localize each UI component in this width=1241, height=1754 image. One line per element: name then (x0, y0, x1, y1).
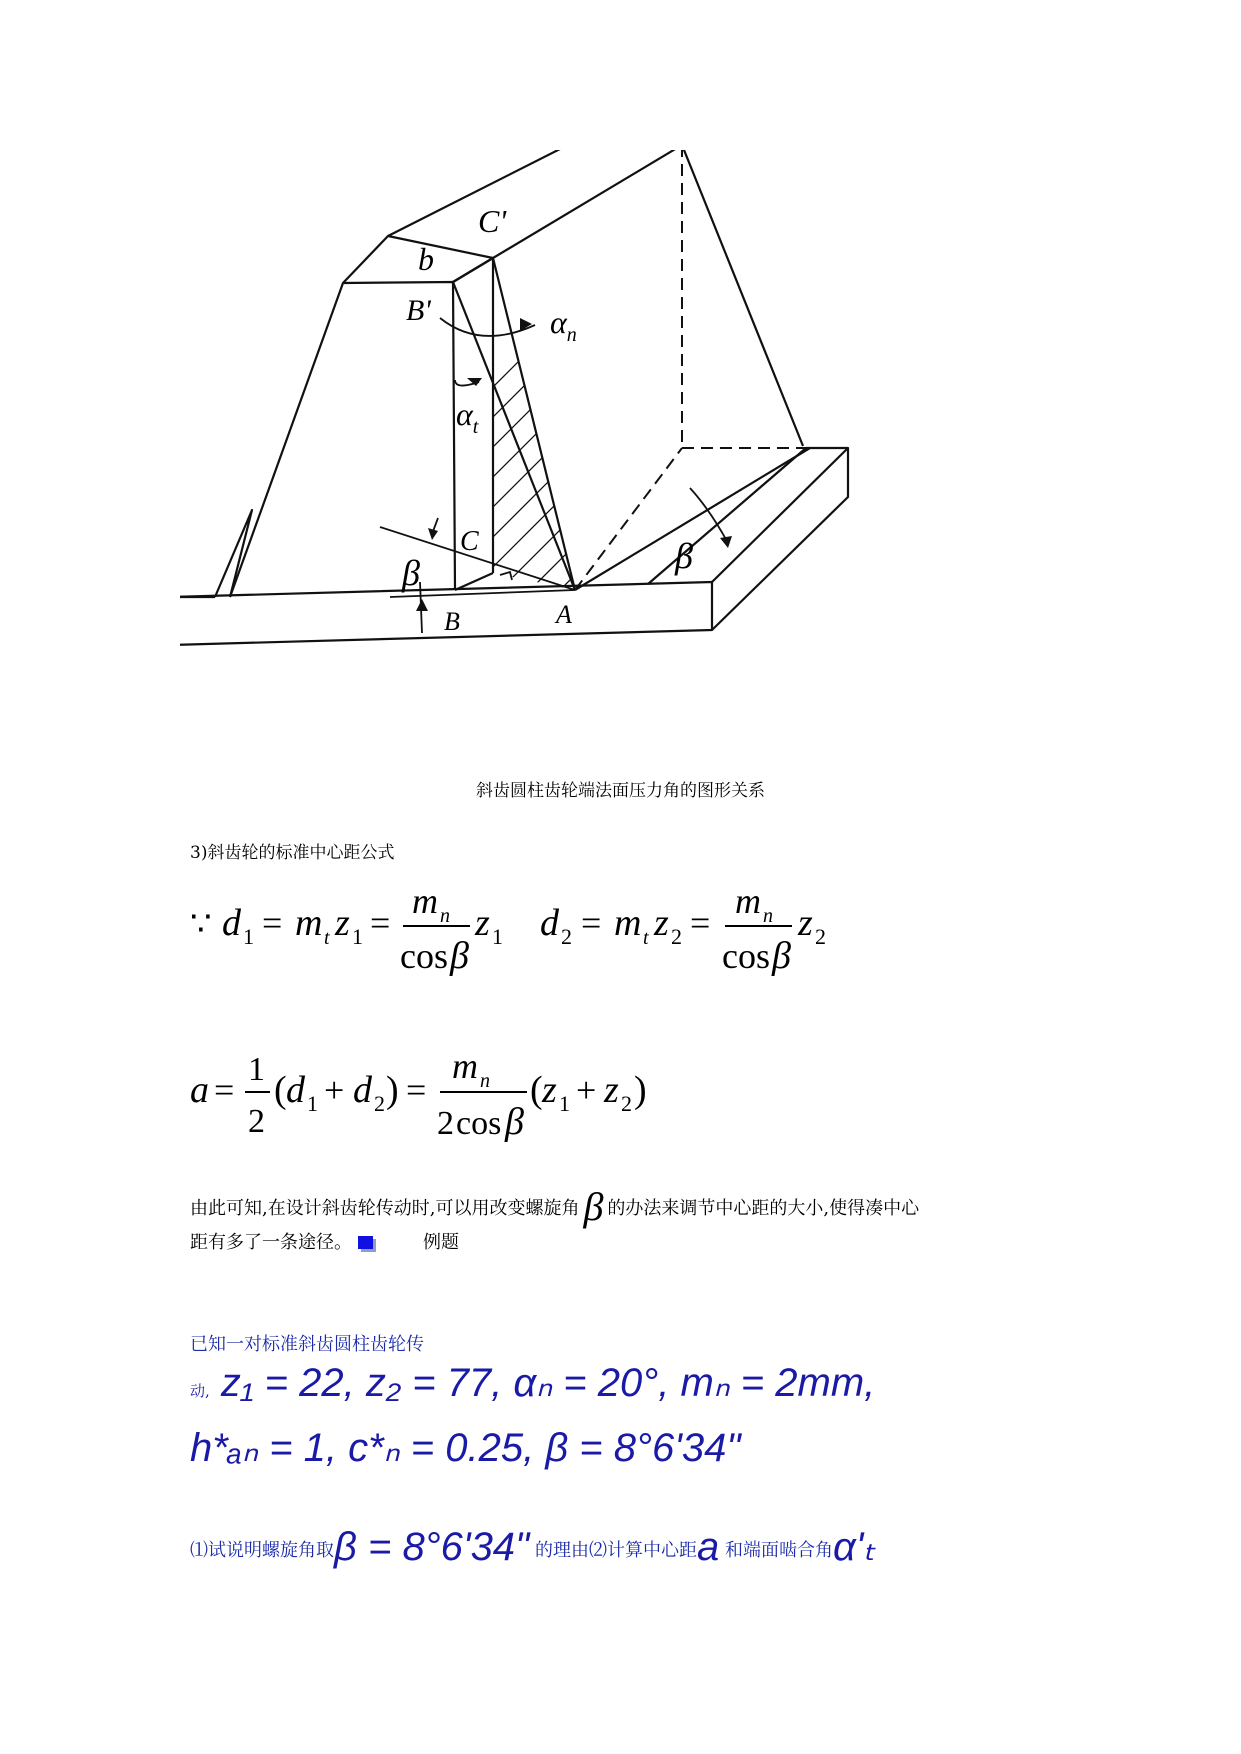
paragraph-text-1: 由此可知,在设计斜齿轮传动时,可以用改变螺旋角 (190, 1198, 580, 1219)
label-alpha-t: $\alpha_t$ (456, 396, 479, 438)
svg-text:+: + (576, 1070, 597, 1110)
svg-text:1: 1 (559, 1091, 570, 1116)
svg-text:d: d (540, 902, 559, 944)
svg-text:cos: cos (400, 936, 448, 976)
svg-text:d: d (222, 902, 241, 944)
svg-text:m: m (452, 1046, 478, 1086)
svg-text:cos: cos (722, 936, 770, 976)
conclusion-paragraph (190, 1184, 1070, 1260)
label-c-prime: C' (478, 203, 507, 239)
svg-text:z: z (475, 902, 490, 944)
svg-text:β: β (505, 1101, 524, 1143)
svg-text:=: = (581, 903, 602, 943)
example-questions (190, 1524, 875, 1570)
example-link-icon[interactable] (358, 1236, 373, 1249)
svg-text:2: 2 (815, 924, 826, 949)
svg-text:=: = (406, 1070, 427, 1110)
svg-text:=: = (214, 1070, 235, 1110)
svg-text:2: 2 (437, 1105, 454, 1142)
example-lead: 动, (190, 1382, 210, 1400)
svg-text:1: 1 (243, 924, 254, 949)
question-3-math: α'ₜ (832, 1525, 876, 1569)
svg-text:): ) (386, 1069, 399, 1111)
svg-text:n: n (480, 1070, 490, 1092)
paragraph-text-3: 距有多了一条途径。 (190, 1232, 352, 1253)
question-1: ⑴试说明螺旋角取 (190, 1540, 334, 1561)
svg-text:2: 2 (248, 1103, 265, 1140)
svg-text:=: = (370, 903, 391, 943)
paragraph-text-2: 的办法来调节中心距的大小,使得凑中心 (607, 1198, 920, 1219)
svg-text:m: m (735, 881, 761, 921)
svg-text:2: 2 (374, 1091, 385, 1116)
svg-text:z: z (335, 902, 350, 944)
equation-pitch-diameters (190, 878, 890, 988)
svg-text:∵: ∵ (190, 906, 212, 943)
label-beta-left: β (402, 553, 420, 593)
svg-text:+: + (324, 1070, 345, 1110)
svg-text:z: z (798, 902, 813, 944)
label-b: b (418, 241, 434, 277)
equation-center-distance (190, 1040, 710, 1160)
label-b-prime: B' (406, 294, 431, 327)
svg-text:t: t (643, 927, 649, 949)
svg-text:(: ( (274, 1069, 287, 1111)
svg-text:z: z (542, 1069, 557, 1111)
svg-text:(: ( (530, 1069, 543, 1111)
svg-text:1: 1 (492, 924, 503, 949)
question-2-math: a (697, 1525, 720, 1569)
svg-text:=: = (262, 903, 283, 943)
label-point-b: B (444, 607, 460, 636)
figure-caption: 斜齿圆柱齿轮端法面压力角的图形关系 (476, 781, 765, 801)
svg-text:): ) (634, 1069, 647, 1111)
svg-text:n: n (440, 905, 450, 927)
label-beta-right: β (675, 536, 693, 576)
question-1-math: β = 8°6'34" (334, 1525, 530, 1569)
example-statement: 已知一对标准斜齿圆柱齿轮传 (190, 1334, 424, 1355)
example-params-line-2: h*ₐₙ = 1, c*ₙ = 0.25, β = 8°6'34" (190, 1426, 741, 1470)
svg-text:=: = (690, 903, 711, 943)
question-2: 的理由⑵计算中心距 (535, 1540, 697, 1561)
example-params-line-1 (190, 1360, 875, 1406)
svg-text:z: z (654, 902, 669, 944)
svg-text:1: 1 (352, 924, 363, 949)
svg-text:d: d (286, 1069, 305, 1111)
svg-text:t: t (324, 927, 330, 949)
svg-text:n: n (763, 905, 773, 927)
svg-text:cos: cos (456, 1105, 502, 1142)
label-alpha-n: $\alpha_n$ (550, 304, 577, 346)
svg-text:d: d (353, 1069, 372, 1111)
svg-text:2: 2 (561, 924, 572, 949)
label-point-a: A (556, 600, 572, 629)
example-link[interactable]: 例题 (423, 1232, 459, 1253)
helical-gear-pressure-angle-figure (180, 150, 970, 735)
svg-text:a: a (190, 1069, 209, 1111)
svg-text:m: m (412, 881, 438, 921)
svg-text:m: m (614, 902, 642, 944)
svg-text:β: β (450, 935, 469, 977)
section-title: 3)斜齿轮的标准中心距公式 (190, 843, 395, 863)
example-params-1: z₁ = 22, z₂ = 77, αₙ = 20°, mₙ = 2mm, (220, 1361, 876, 1405)
beta-symbol: β (583, 1184, 604, 1229)
svg-text:1: 1 (248, 1051, 265, 1088)
svg-text:β: β (772, 935, 791, 977)
svg-text:1: 1 (307, 1091, 318, 1116)
svg-text:m: m (295, 902, 323, 944)
svg-text:2: 2 (621, 1091, 632, 1116)
label-c: C (460, 526, 479, 557)
svg-text:z: z (604, 1069, 619, 1111)
svg-text:2: 2 (671, 924, 682, 949)
question-3: 和端面啮合角 (724, 1540, 833, 1561)
